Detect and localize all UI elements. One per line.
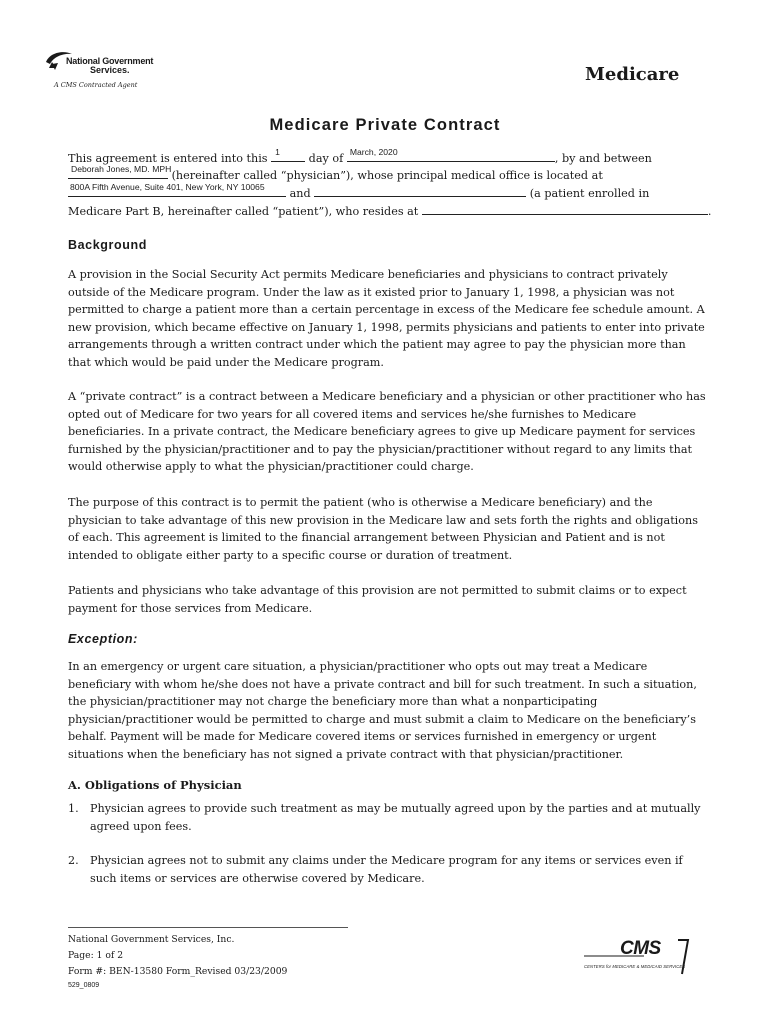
patient-address-field[interactable]	[422, 203, 708, 215]
agreement-text: and	[289, 187, 311, 200]
background-paragraph-2: A “private contract” is a contract between a Medicare beneficiary and a physician or other practitioner who has opted out of Medicare for two years for all covered items and services he/she furnishes to Medicare beneficiaries. In a private contract, the Medicare beneficiary agrees to give up Medicare payment for services furnished by the physician/practitioner and to pay the physician/practitioner without regard to any limits that would otherwise apply to what the physician/practitioner could charge.	[68, 390, 706, 474]
cms-logo-text: CMS	[620, 938, 661, 959]
office-address-value: 800A Fifth Avenue, Suite 401, New York, NY 10065	[70, 182, 265, 192]
agreement-text: (a patient enrolled in	[529, 187, 650, 200]
agreement-text: day of	[308, 152, 344, 165]
ngs-logo	[44, 48, 174, 92]
footer-code: 529_0809	[68, 982, 100, 989]
office-address-field[interactable]	[68, 182, 286, 197]
header-medicare-title: Medicare	[585, 64, 680, 85]
logo-line1: National Government	[66, 56, 154, 66]
agreement-text: (hereinafter called “physician”), whose principal medical office is located at	[171, 169, 603, 182]
month-value: March, 2020	[349, 147, 398, 157]
background-paragraph-3: The purpose of this contract is to permit the patient (who is otherwise a Medicare beneficiary) and the physician to take advantage of this new provision in the Medicare law and sets forth the rights and obligations of each. This agreement is limited to the financial arrangement between Physician and Patient and is not intended to obligate either party to a specific course or duration of treatment.	[68, 496, 698, 562]
obligation-number: 2.	[68, 854, 79, 867]
agreement-line-3	[68, 182, 650, 202]
patient-name-field[interactable]	[314, 185, 526, 197]
background-paragraph-4: Patients and physicians who take advantage of this provision are not permitted to submit claims or to expect payment for those services from Medicare.	[68, 584, 687, 615]
exception-heading: Exception:	[68, 632, 138, 646]
footer-divider	[68, 927, 348, 928]
physician-name-field[interactable]	[68, 164, 172, 179]
obligations-heading: A. Obligations of Physician	[68, 778, 242, 792]
agreement-text: Medicare Part B, hereinafter called “patient”), who resides at	[68, 205, 419, 218]
background-paragraph-1: A provision in the Social Security Act permits Medicare beneficiaries and physicians to contract privately outside of the Medicare program. Under the law as it existed prior to January 1, 1998, a physician was not permitted to charge a patient more than a certain percentage in excess of the Medicare fee schedule amount. A new provision, which became effective on January 1, 1998, permits physicians and patients to enter into private arrangements through a written contract under which the patient may agree to pay the physician more than that which would be paid under the Medicare program.	[68, 268, 705, 369]
page-title: Medicare Private Contract	[269, 116, 501, 134]
obligation-item	[68, 800, 708, 835]
cms-logo	[584, 934, 704, 978]
cms-tagline: CENTERS for MEDICARE & MEDICAID SERVICES	[584, 964, 686, 969]
obligation-text: Physician agrees to provide such treatment as may be mutually agreed upon by the parties and at mutually agreed upon fees.	[90, 802, 701, 833]
obligation-number: 1.	[68, 802, 79, 815]
logo-tagline: A CMS Contracted Agent	[54, 81, 138, 89]
footer-form-number: Form #: BEN-13580 Form_Revised 03/23/2009	[68, 966, 288, 977]
footer-page-number: Page: 1 of 2	[68, 950, 124, 961]
exception-paragraph: In an emergency or urgent care situation, a physician/practitioner who opts out may treat a Medicare beneficiary with whom he/she does not have a private contract and bill for such treatment. In such a situation, the physician/practitioner may not charge the beneficiary more than what a nonparticipating physician/practitioner would be permitted to charge and must submit a claim to Medicare on the beneficiary’s behalf. Payment will be made for Medicare covered items or services furnished in emergency or urgent situations when the beneficiary has not signed a private contract with that physician/practitioner.	[68, 660, 697, 761]
day-value: 1	[275, 147, 280, 157]
day-field[interactable]	[271, 147, 305, 162]
background-heading: Background	[68, 238, 147, 252]
physician-name-value: Deborah Jones, MD. MPH	[71, 164, 172, 174]
obligation-item	[68, 852, 708, 887]
logo-line2: Services.	[90, 65, 130, 75]
agreement-text: .	[707, 205, 712, 218]
obligation-text: Physician agrees not to submit any claims under the Medicare program for any items or services even if such items or services are otherwise covered by Medicare.	[90, 854, 683, 885]
month-field[interactable]	[347, 147, 555, 162]
agreement-text: This agreement is entered into this	[68, 152, 268, 165]
agreement-line-4	[68, 203, 711, 220]
footer-org: National Government Services, Inc.	[68, 934, 235, 945]
agreement-text: , by and between	[554, 152, 652, 165]
